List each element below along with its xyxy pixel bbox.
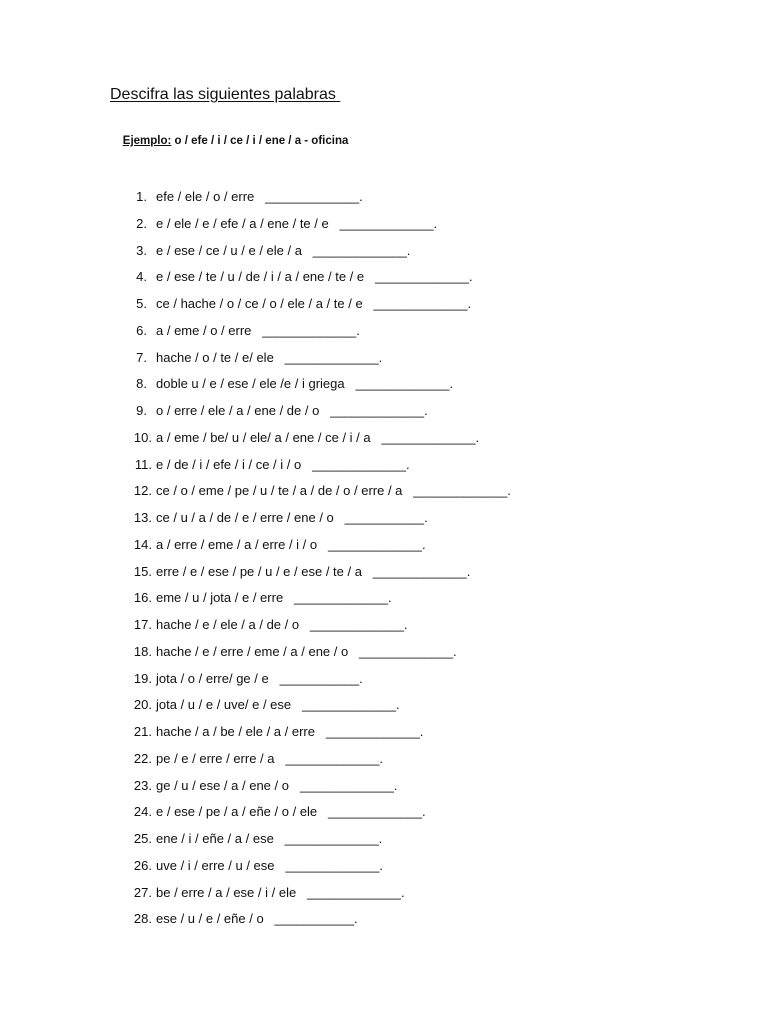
page-title: Descifra las siguientes palabras [110, 86, 341, 103]
list-item [0, 909, 768, 936]
item-number: 11. [134, 456, 152, 472]
item-number: 22. [133, 750, 152, 766]
list-item [0, 214, 768, 241]
item-text: hache / a / be / ele / a / erre _____________. [156, 724, 424, 739]
item-number: 13. [133, 510, 152, 525]
list-item [0, 802, 768, 829]
list-item [0, 321, 768, 348]
list-item [0, 241, 768, 268]
list-item [0, 776, 768, 803]
item-text: hache / e / ele / a / de / o _____________. [156, 617, 408, 632]
example-label: Ejemplo: [122, 135, 172, 147]
item-text: e / ese / ce / u / e / ele / a _____________. [156, 242, 411, 258]
list-item [0, 481, 768, 508]
item-text: e / ese / te / u / de / i / a / ene / te / e _____________. [156, 269, 473, 285]
list-item [0, 401, 768, 428]
item-number: 12. [133, 483, 152, 499]
item-number: 21. [133, 724, 152, 739]
list-item [0, 829, 768, 856]
list-item [0, 562, 768, 589]
item-text: ese / u / e / eñe / o ___________. [156, 911, 358, 927]
item-text: ce / hache / o / ce / o / ele / a / te / e _____________. [156, 296, 472, 311]
item-text: e / ele / e / efe / a / ene / te / e _____________. [156, 215, 438, 231]
list-item [0, 749, 768, 776]
list-item [0, 508, 768, 535]
item-text: uve / i / erre / u / ese _____________. [156, 857, 383, 873]
item-number: 9. [136, 403, 147, 418]
item-text: erre / e / ese / pe / u / e / ese / te / a _____________. [156, 563, 471, 579]
item-number: 24. [133, 804, 152, 820]
item-number: 25. [133, 831, 152, 846]
item-number: 14. [133, 536, 152, 552]
list-item [0, 455, 768, 482]
item-text: ge / u / ese / a / ene / o _____________. [156, 777, 398, 793]
list-item [0, 669, 768, 696]
list-item [0, 374, 768, 401]
item-number: 3. [136, 242, 147, 258]
item-text: ene / i / eñe / a / ese _____________. [156, 831, 383, 846]
item-text: a / eme / o / erre _____________. [156, 322, 360, 338]
item-text: efe / ele / o / erre _____________. [156, 189, 363, 204]
item-text: hache / e / erre / eme / a / ene / o _____________. [156, 643, 457, 659]
item-number: 16. [133, 590, 152, 606]
item-text: pe / e / erre / erre / a _____________. [156, 750, 383, 766]
item-text: jota / o / erre/ ge / e ___________. [156, 670, 363, 686]
item-text: e / ese / pe / a / eñe / o / ele _____________. [156, 804, 426, 820]
item-text: eme / u / jota / e / erre _____________. [156, 590, 392, 606]
item-number: 17. [133, 617, 152, 632]
list-item [0, 856, 768, 883]
item-text: a / erre / eme / a / erre / i / o _____________. [156, 536, 426, 552]
list-item [0, 187, 768, 214]
item-number: 8. [136, 376, 147, 392]
item-number: 19. [133, 670, 152, 686]
item-number: 15. [133, 563, 152, 579]
example-text: o / efe / i / ce / i / ene / a - oficina [171, 135, 349, 147]
item-number: 20. [133, 697, 152, 713]
item-text: be / erre / a / ese / i / ele _____________. [156, 884, 405, 900]
item-number: 26. [133, 857, 152, 873]
item-number: 1. [136, 189, 147, 204]
item-text: doble u / e / ese / ele /e / i griega _____________. [156, 376, 454, 392]
item-text: ce / o / eme / pe / u / te / a / de / o / erre / a _____________. [156, 483, 511, 499]
item-number: 10. [133, 429, 152, 445]
item-text: hache / o / te / e/ ele _____________. [156, 349, 383, 365]
list-item [0, 294, 768, 321]
item-text: ce / u / a / de / e / erre / ene / o ___________. [156, 510, 428, 525]
list-item [0, 588, 768, 615]
item-number: 7. [136, 349, 147, 365]
list-item [0, 695, 768, 722]
item-number: 18. [133, 643, 152, 659]
item-text: o / erre / ele / a / ene / de / o _____________. [156, 403, 428, 418]
example-line [110, 123, 348, 159]
list-item [0, 348, 768, 375]
item-number: 4. [136, 269, 147, 285]
item-number: 2. [136, 215, 147, 231]
list-item [0, 535, 768, 562]
item-number: 5. [136, 296, 147, 311]
list-item [0, 722, 768, 749]
item-text: e / de / i / efe / i / ce / i / o _____________. [156, 456, 410, 472]
item-text: a / eme / be/ u / ele/ a / ene / ce / i / a _____________. [156, 429, 480, 445]
list-item [0, 883, 768, 910]
item-number: 28. [133, 911, 152, 927]
item-text: jota / u / e / uve/ e / ese _____________. [156, 697, 400, 713]
list-item [0, 615, 768, 642]
list-item [0, 428, 768, 455]
exercise-list [0, 187, 768, 936]
item-number: 6. [136, 322, 147, 338]
list-item [0, 642, 768, 669]
list-item [0, 267, 768, 294]
item-number: 27. [133, 884, 152, 900]
item-number: 23. [133, 777, 152, 793]
